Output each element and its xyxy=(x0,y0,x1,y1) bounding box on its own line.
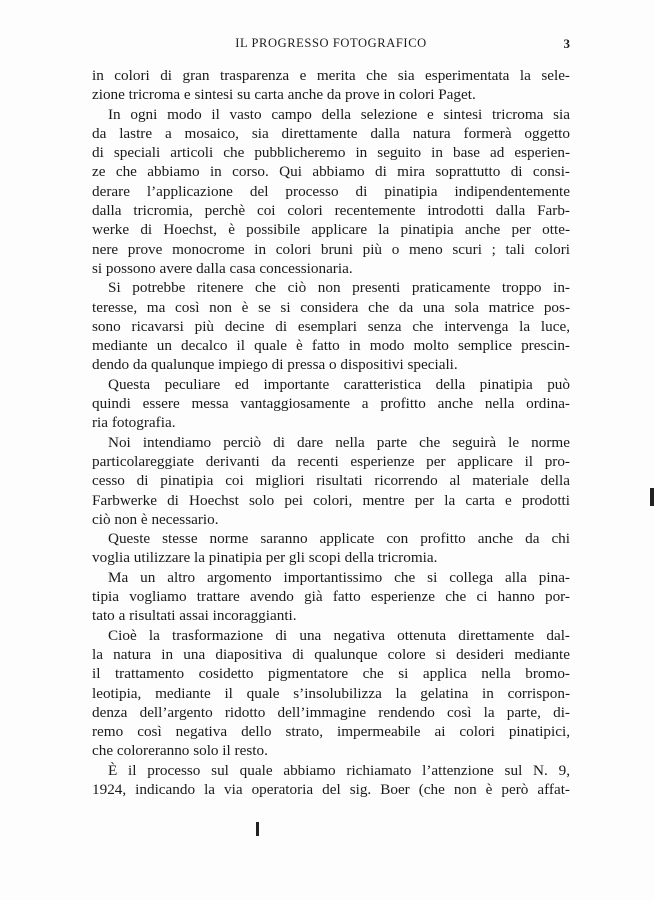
paragraph-first-line: Si potrebbe ritenere che ciò non presenti praticamente troppo in- xyxy=(108,279,570,297)
text-line: che coloreranno solo il resto. xyxy=(92,742,268,760)
paragraph-first-line: Queste stesse norme saranno applicate con profitto anche da chi xyxy=(108,530,570,548)
text-line: werke di Hoechst, è possibile applicare la pinatipia anche per otte- xyxy=(92,221,570,239)
page-header xyxy=(92,36,570,54)
text-line: ria fotografia. xyxy=(92,414,176,432)
page-number: 3 xyxy=(563,36,570,51)
paragraph-first-line: Noi intendiamo perciò di dare nella parte che seguirà le norme xyxy=(108,433,570,451)
text-line: ze che abbiamo in corso. Qui abbiamo di mira soprattutto di consi- xyxy=(92,163,570,181)
text-line: ciò non è necessario. xyxy=(92,510,219,528)
body-text xyxy=(92,66,570,799)
text-line: derare l’applicazione del processo di pinatipia indipendentemente xyxy=(92,182,570,200)
text-line: denza dell’argento ridotto dell’immagine rendendo così la parte, di- xyxy=(92,703,570,721)
text-line: di speciali articoli che pubblicheremo in seguito in base ad esperien- xyxy=(92,144,570,162)
paragraph-first-line: Questa peculiare ed importante caratteristica della pinatipia può xyxy=(108,375,570,393)
text-line: quindi essere messa vantaggiosamente a profitto anche nella ordina- xyxy=(92,395,570,413)
text-line: sono ricavarsi più decine di esemplari senza che intervenga la luce, xyxy=(92,317,570,335)
edge-ink-mark xyxy=(650,488,654,506)
text-line: tipia vogliamo trattare avendo già fatto esperienze che ci hanno por- xyxy=(92,588,570,606)
text-line: teresse, ma così non è se si considera che da una sola matrice pos- xyxy=(92,298,570,316)
paragraph-first-line: In ogni modo il vasto campo della selezione e sintesi tricroma sia xyxy=(108,105,570,123)
text-line: voglia utilizzare la pinatipia per gli scopi della tricromia. xyxy=(92,549,438,567)
text-line: si possono avere dalla casa concessionaria. xyxy=(92,259,353,277)
footer-ink-mark xyxy=(256,822,259,836)
text-line: leotipia, mediante il quale s’insolubilizza la gelatina in corrispon- xyxy=(92,684,570,702)
text-line: da lastre a mosaico, sia direttamente dalla natura formerà oggetto xyxy=(92,124,570,142)
text-line: la natura in una diapositiva di qualunque colore si desideri mediante xyxy=(92,645,570,663)
text-line: dendo da qualunque impiego di pressa o dispositivi speciali. xyxy=(92,356,458,374)
text-line: 1924, indicando la via operatoria del sig. Boer (che non è però affat- xyxy=(92,780,570,798)
text-line: il trattamento cosidetto pigmentatore che si applica nella bromo- xyxy=(92,665,570,683)
text-line: tato a risultati assai incoraggianti. xyxy=(92,607,297,625)
paragraph-first-line: Cioè la trasformazione di una negativa ottenuta direttamente dal- xyxy=(108,626,570,644)
running-title: IL PROGRESSO FOTOGRAFICO xyxy=(235,36,427,50)
text-line: particolareggiate derivanti da recenti esperienze per applicare il pro- xyxy=(92,452,570,470)
text-line: dalla tricromia, perchè coi colori recentemente introdotti dalla Farb- xyxy=(92,202,570,220)
text-line: nere prove monocrome in colori bruni più o meno scuri ; tali colori xyxy=(92,240,570,258)
paragraph-first-line: È il processo sul quale abbiamo richiamato l’attenzione sul N. 9, xyxy=(108,761,570,779)
text-line: in colori di gran trasparenza e merita che sia esperimentata la sele- xyxy=(92,67,570,84)
text-line: zione tricroma e sintesi su carta anche da prove in colori Paget. xyxy=(92,86,476,104)
text-line: Farbwerke di Hoechst solo pei colori, mentre per la carta e prodotti xyxy=(92,491,570,509)
paragraph-first-line: Ma un altro argomento importantissimo che si collega alla pina- xyxy=(108,568,570,586)
text-line: remo così negativa dello strato, impermeabile ai colori pinatipici, xyxy=(92,723,570,741)
text-line: mediante un decalco il quale è fatto in modo molto semplice prescin- xyxy=(92,337,570,355)
text-line: cesso di pinatipia coi migliori risultati ricorrendo al materiale della xyxy=(92,472,570,490)
